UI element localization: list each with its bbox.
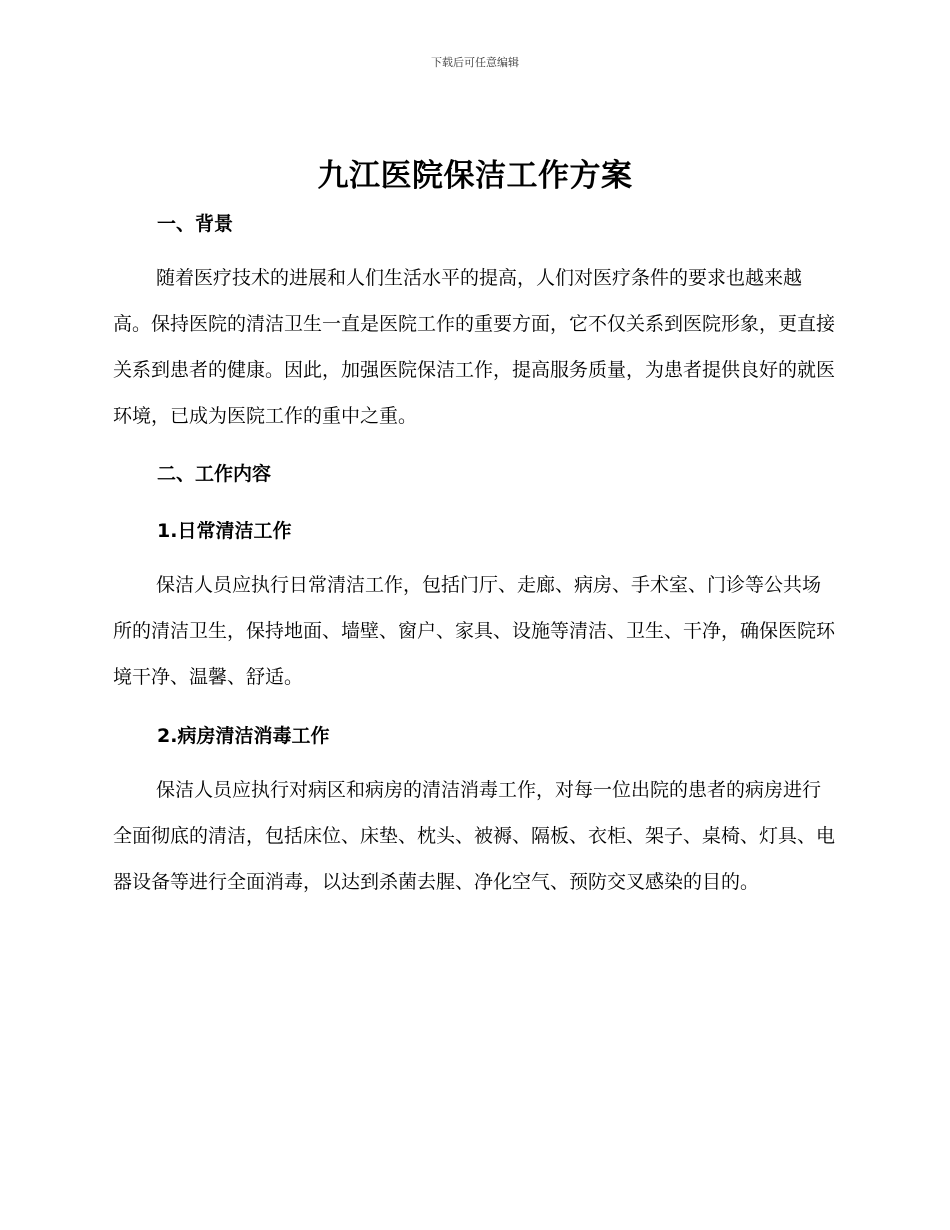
section-heading-background: 一、背景 [157,213,234,235]
paragraph-daily-cleaning: 保洁人员应执行日常清洁工作，包括门厅、走廊、病房、手术室、门诊等公共场所的清洁卫生，保持地面、墙壁、窗户、家具、设施等清洁、卫生、干净，确保医院环境干净、温馨、舒适。 [113,574,836,688]
subsection-heading-ward-disinfection: 2.病房清洁消毒工作 [157,725,330,747]
paragraph-ward-disinfection: 保洁人员应执行对病区和病房的清洁消毒工作，对每一位出院的患者的病房进行全面彻底的清洁，包括床位、床垫、枕头、被褥、隔板、衣柜、架子、桌椅、灯具、电器设备等进行全面消毒，以达到杀菌去腥、净化空气、预防交叉感染的目的。 [113,779,836,893]
header-note: 下载后可任意编辑 [431,56,519,69]
section-heading-work-content: 二、工作内容 [157,463,272,485]
subsection-heading-daily-cleaning: 1.日常清洁工作 [157,520,292,542]
document-title: 九江医院保洁工作方案 [317,158,633,194]
paragraph-background: 随着医疗技术的进展和人们生活水平的提高，人们对医疗条件的要求也越来越高。保持医院的清洁卫生一直是医院工作的重要方面，它不仅关系到医院形象，更直接关系到患者的健康。因此，加强医院保洁工作，提高服务质量，为患者提供良好的就医环境，已成为医院工作的重中之重。 [113,267,836,427]
